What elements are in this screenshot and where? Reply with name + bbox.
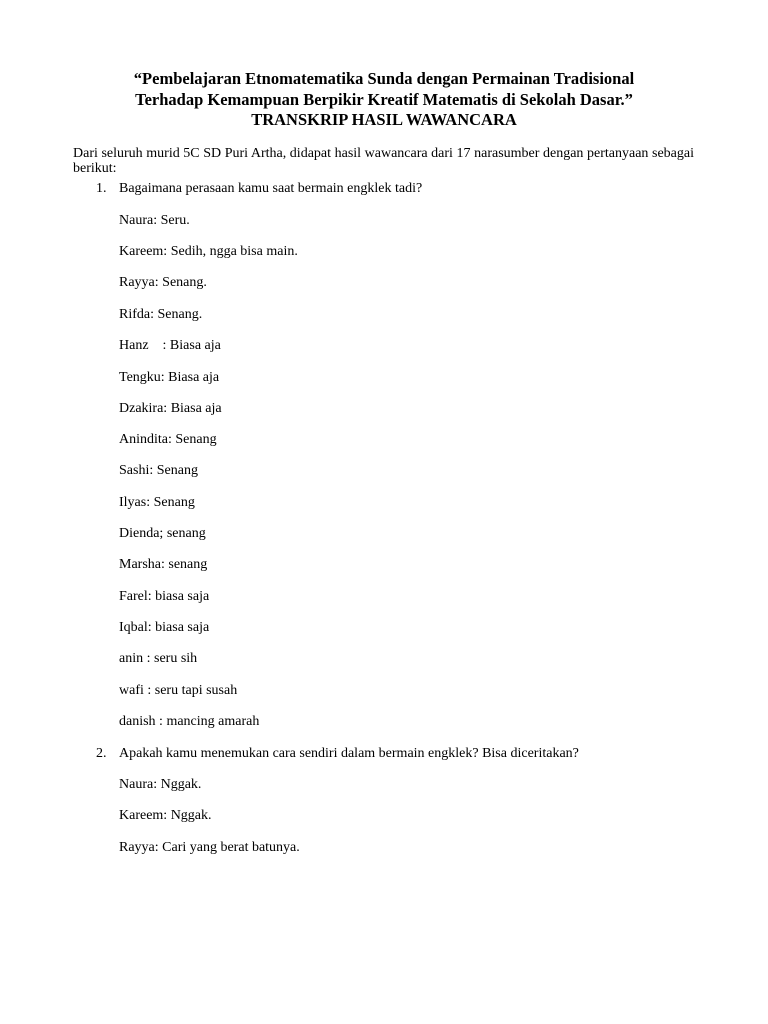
answer-item: Rayya: Senang.	[119, 275, 207, 290]
answer-item: Ilyas: Senang	[119, 495, 195, 510]
question-number: 1.	[96, 181, 107, 196]
question-1	[96, 181, 422, 197]
answer-item: Kareem: Nggak.	[119, 808, 212, 823]
answer-item: Dienda; senang	[119, 526, 206, 541]
answer-item: Tengku: Biasa aja	[119, 370, 220, 385]
question-number: 2.	[96, 746, 107, 761]
answer-item: Iqbal: biasa saja	[119, 620, 210, 635]
answer-item: Dzakira: Biasa aja	[119, 401, 222, 416]
answer-item: Hanz : Biasa aja	[119, 338, 221, 353]
answer-item: Marsha: senang	[119, 557, 208, 572]
answer-item: anin : seru sih	[119, 651, 198, 666]
answer-item: Rayya: Cari yang berat batunya.	[119, 840, 300, 855]
question-text: Apakah kamu menemukan cara sendiri dalam bermain engklek? Bisa diceritakan?	[119, 746, 579, 761]
answer-item: Naura: Nggak.	[119, 777, 202, 792]
document-heading: TRANSKRIP HASIL WAWANCARA	[251, 110, 517, 129]
question-2	[96, 746, 579, 762]
intro-paragraph: Dari seluruh murid 5C SD Puri Artha, didapat hasil wawancara dari 17 narasumber dengan pertanyaan sebagai berikut:	[73, 146, 694, 176]
answer-item: danish : mancing amarah	[119, 714, 260, 729]
answer-item: Farel: biasa saja	[119, 589, 210, 604]
answer-item: Rifda: Senang.	[119, 307, 203, 322]
answer-item: Anindita: Senang	[119, 432, 217, 447]
answer-item: Kareem: Sedih, ngga bisa main.	[119, 244, 298, 259]
answer-item: Sashi: Senang	[119, 463, 198, 478]
answer-item: wafi : seru tapi susah	[119, 683, 238, 698]
answer-item: Naura: Seru.	[119, 213, 190, 228]
document-title-line-1: “Pembelajaran Etnomatematika Sunda dengan Permainan Tradisional	[133, 69, 635, 88]
question-text: Bagaimana perasaan kamu saat bermain engklek tadi?	[119, 181, 423, 196]
document-title-line-2: Terhadap Kemampuan Berpikir Kreatif Matematis di Sekolah Dasar.”	[135, 90, 633, 109]
